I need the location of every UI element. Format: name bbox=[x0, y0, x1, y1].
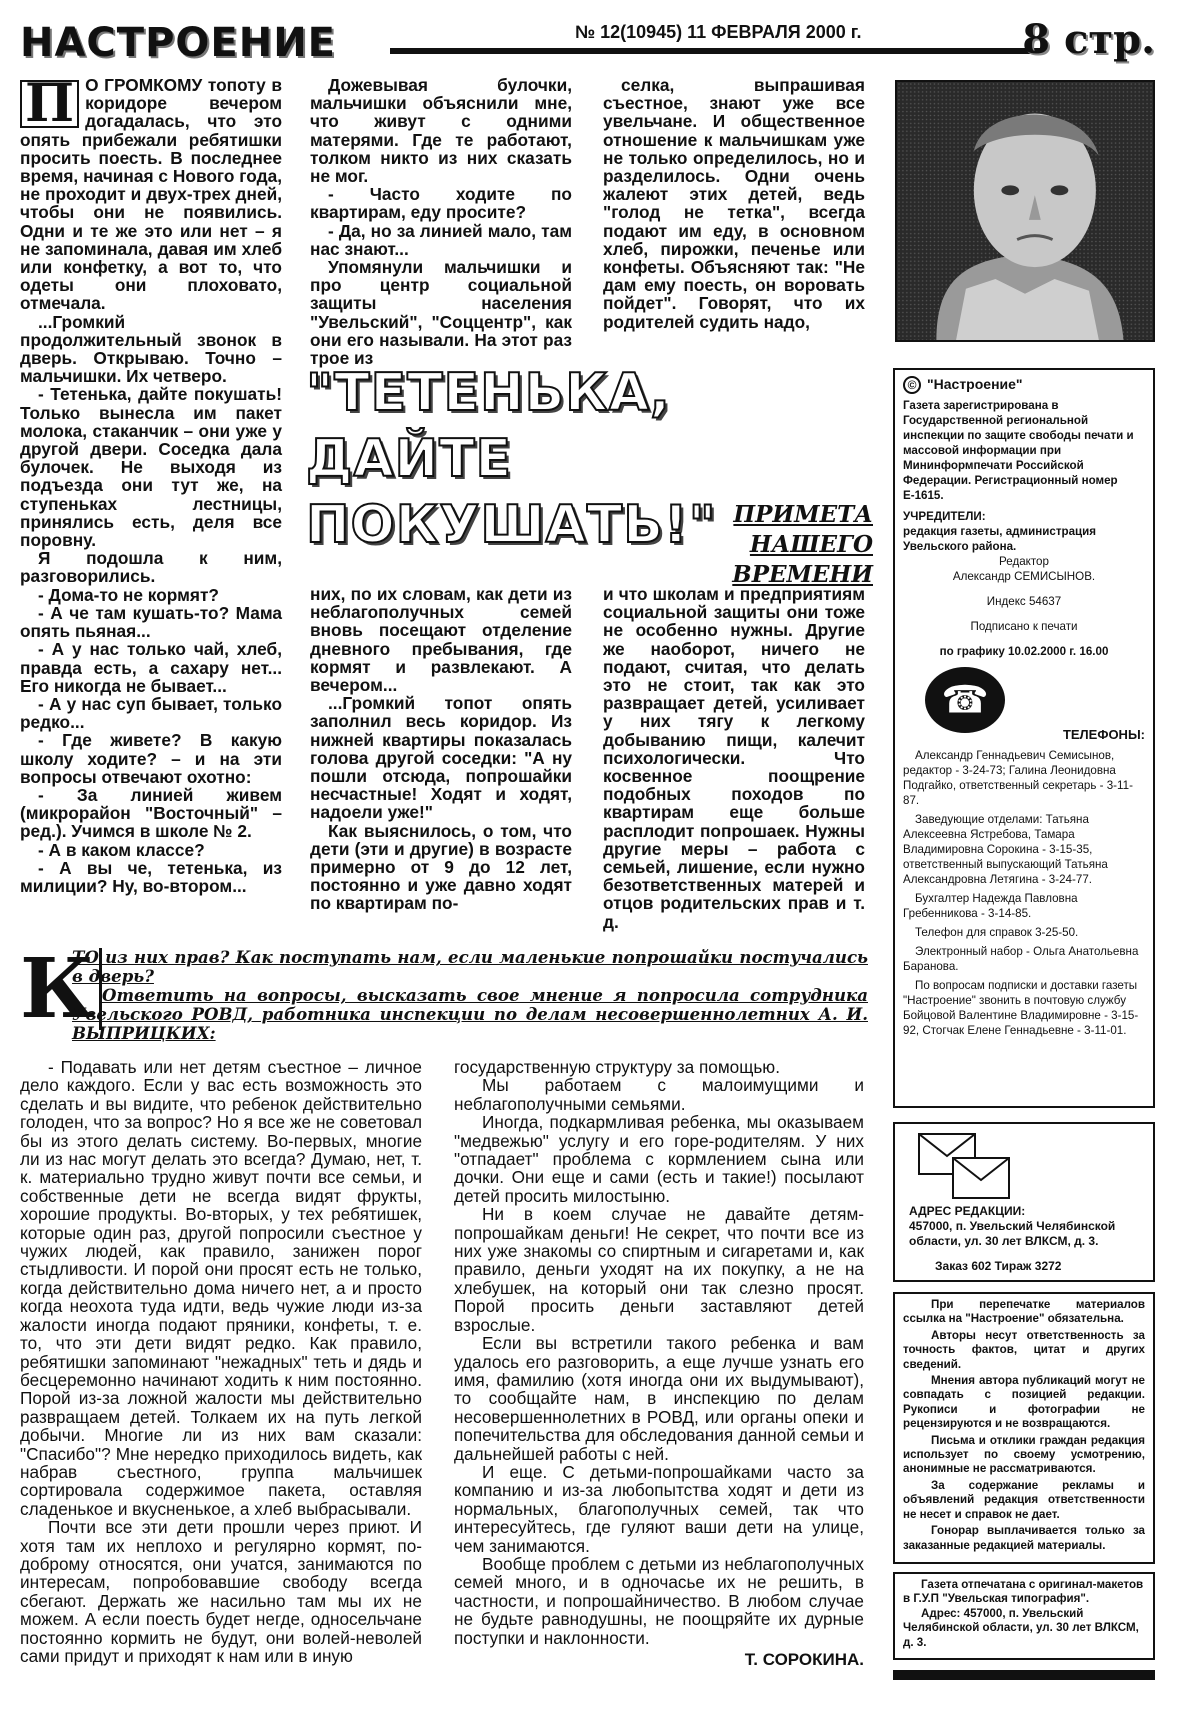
envelope-icon bbox=[903, 1132, 1145, 1204]
interview-column-1 bbox=[20, 1058, 422, 1665]
phones-list bbox=[903, 748, 1145, 1038]
printer-line: Адрес: 457000, п. Увельский Челябинской области, ул. 30 лет ВЛКСМ, д. 3. bbox=[903, 1606, 1139, 1649]
paragraph: государственную структуру за помощью. bbox=[454, 1057, 780, 1077]
headline-line-1: "ТЕТЕНЬКА, bbox=[306, 363, 671, 423]
paragraph: ...Громкий продолжительный звонок в дверь. Открываю. Точно – мальчишки. Их четверо. bbox=[20, 311, 282, 387]
paragraph: - Тетенька, дайте покушать! Только вынесла им пакет молока, стаканчик – они уже у другой двери. Соседка дала булочек. Не выходя из подъезда они тут же, на ступеньках лестницы, принялись есть, деля все поровну. bbox=[20, 384, 282, 551]
imprint-box bbox=[893, 368, 1155, 1108]
interview-intro bbox=[20, 941, 868, 1046]
header-rule bbox=[390, 48, 1040, 54]
paragraph: Я подошла к ним, разговорились. bbox=[20, 548, 282, 587]
paragraph: Мы работаем с малоимущими и неблагополучными семьями. bbox=[454, 1075, 864, 1114]
paragraph: Упомянули мальчишки и про центр социальной защиты населения "Увельский", "Соццентр", как они его называли. На этот раз трое из bbox=[310, 257, 572, 369]
paragraph: и что школам и предприятиям социальной защиты они тоже не особенно нужны. Другие же наоборот, ничего не подают, считая, что делать это не стоит, так как это развращает детей, усиливает у них тягу к легкому добыванию пищи, калечит психологически. Что косвенное поощрение подобных походов по квартирам еще больше расплодит попрошаек. Нужны другие меры – работа с семьей, лишение, если нужно безответственных матерей и отцов родительских прав и т. д. bbox=[603, 584, 865, 932]
paragraph: Почти все эти дети прошли через приют. И хотя там их неплохо и регулярно кормят, по-доброму относятся, они учатся, занимаются по интересам, попробовавшие свободу всегда сбегают. Держать же насильно там мы их не можем. А если поесть будет негде, односельчане постоянно кормить не будут, они волей-неволей сами придут и приходят к нам или в иную bbox=[20, 1517, 422, 1666]
author-signature: Т. СОРОКИНА. bbox=[744, 1650, 864, 1669]
interview-column-2 bbox=[454, 1058, 864, 1669]
subhead-line-1: ПРИМЕТА bbox=[733, 501, 873, 528]
paragraph: Вообще проблем с детьми из неблагополучных семей много, и в одночасье их не решить, в частности, и попрошайничество. В любом случае не будьте равнодушны, не поощряйте их дурные поступки и наклонности. bbox=[454, 1553, 864, 1648]
editorial-notice-box bbox=[893, 1292, 1155, 1564]
article-column-1 bbox=[20, 73, 282, 896]
issue-info: № 12(10945) 11 ФЕВРАЛЯ 2000 г. bbox=[575, 22, 862, 42]
printer-line: Газета отпечатана с оригинал-макетов в Г.У.П "Увельская типография". bbox=[903, 1578, 1144, 1606]
order-print-run: Заказ 602 Тираж 3272 bbox=[935, 1259, 1062, 1273]
article-column-3-continued bbox=[603, 585, 865, 931]
paragraph: Дожевывая булочки, мальчишки объяснили мне, что живут с одними матерями. Где те работают, толком никто из них сказать не мог. bbox=[310, 75, 572, 187]
subhead-line-2: НАШЕГО ВРЕМЕНИ bbox=[732, 531, 873, 588]
newspaper-name: "Настроение" bbox=[927, 376, 1023, 392]
paragraph: - Да, но за линией мало, там нас знают... bbox=[310, 220, 572, 259]
subscription-index: Индекс 54637 bbox=[986, 595, 1062, 608]
article-column-2 bbox=[310, 75, 572, 369]
paragraph: Иногда, подкармливая ребенка, мы оказываем "медвежью" услугу и его горе-родителям. У них "отпадает" проблема с кормлением сына или дочки. Они еще и сами (есть и такие!) посылают детей просить милостыню. bbox=[454, 1112, 864, 1206]
paragraph: - Где живете? В какую школу ходите? – и на эти вопросы отвечают охотно: bbox=[20, 730, 282, 787]
paragraph: Ни в коем случае не давайте детям-попрошайкам деньги! Не секрет, что почти все из них уже знакомы со спиртным и сигаретами и, как правило, деньги уходят на их покупку, а не на хлебушек, на который они так слезно просят. Порой просить деньги заставляют детей взрослые. bbox=[454, 1204, 864, 1335]
paragraph: - А у нас только чай, хлеб, правда есть, а сахару нет... Его никогда не бывает... bbox=[20, 639, 282, 696]
address-title: АДРЕС РЕДАКЦИИ: bbox=[909, 1204, 1026, 1218]
paragraph: Если вы встретили такого ребенка и вам удалось его разговорить, а еще лучше узнать его имя, фамилию (хотя иногда они их выдумывают), то сообщайте нам, в инспекцию по делам несовершеннолетних в РОВД, или органы опеки и попечительства для обследования данной семьи и дальнейшей работы с ней. bbox=[454, 1333, 864, 1464]
article-subhead bbox=[603, 500, 873, 590]
paragraph: - Часто ходите по квартирам, еду просите? bbox=[310, 184, 572, 223]
phones-label: ТЕЛЕФОНЫ: bbox=[1062, 727, 1145, 742]
signed-label: Подписано к печати bbox=[970, 620, 1078, 633]
interview-dropcap: К bbox=[20, 948, 102, 1030]
phone-entry: Заведующие отделами: Татьяна Алексеевна Ястребова, Тамара Владимировна Сорокина - 3-15-35, ответственный выпускающий Татьяна Александровна Летягина - 3-24-77. bbox=[903, 813, 1108, 886]
signed-schedule: по графику 10.02.2000 г. 16.00 bbox=[939, 645, 1109, 658]
article-column-3 bbox=[603, 76, 865, 338]
address-box bbox=[893, 1122, 1155, 1282]
editor-name: Александр СЕМИСЫНОВ. bbox=[952, 570, 1096, 583]
paragraph: - А у нас суп бывает, только редко... bbox=[20, 693, 282, 733]
phone-entry: Телефон для справок 3-25-50. bbox=[915, 926, 1079, 939]
paragraph: - А че там кушать-то? Мама опять пьяная... bbox=[20, 602, 282, 642]
notice-item: Авторы несут ответственность за точность фактов, цитат и других сведений. bbox=[903, 1328, 1145, 1371]
paragraph: - Подавать или нет детям съестное – личное дело каждого. Если у вас есть возможность это сделать и вы видите, что ребенок действительно голоден, что за вопрос? Но я все же не советовал бы из этого делать систему. Во-первых, многие ли из нас могут делать это всегда? Думаю, нет, т. к. материально трудно живут почти все семьи, и собственные дети не всегда видят фрукты, хорошие продукты. Во-вторых, у тех ребятишек, которые один раз, другой попросили съестное у чужих людей, как правило, занижен порог стыдливости. И порой они просят есть не только, когда действительно дома ничего нет, а и просто когда неохота туда идти, ведь чужие люди из-за жалости иногда подают пряники, конфеты, т. е. то, что эти дети видят редко. Как правило, ребятишки запоминают "нежадных" теть и дядь и бесцеремонно начинают ходить к ним постоянно. Порой из-за ложной жалости мы действительно развращаем детей. Толкаем их на путь легкой добычи. Многие ли из них вам сказали: "Спасибо"? Мне нередко приходилось видеть, как набрав съестного, группа мальчишек сортировала содержимое пакета, оставляя сладенькое и вкусненькое, а хлеб выбрасывали. bbox=[20, 1057, 422, 1519]
notice-item: Гонорар выплачивается только за заказанные редакцией материалы. bbox=[903, 1524, 1145, 1552]
notice-item: При перепечатке материалов ссылка на "Настроение" обязательна. bbox=[903, 1298, 1145, 1326]
imprint-title bbox=[903, 376, 1145, 394]
notice-item: Мнения автора публикаций могут не совпадать с позицией редакции. Рукописи и фотографии не рецензируются и не возвращаются. bbox=[903, 1374, 1145, 1431]
paragraph: - А в каком классе? bbox=[38, 839, 205, 860]
bottom-rule bbox=[893, 1670, 1155, 1680]
registration-text: Газета зарегистрирована в Государственной региональной инспекции по защите свободы печати и массовой информации при Мининформпечати Российской Федерации. Регистрационный номер Е-1615. bbox=[903, 399, 1134, 502]
page-number: 8 стр. bbox=[1022, 16, 1155, 63]
address-text: 457000, п. Увельский Челябинской области, ул. 30 лет ВЛКСМ, д. 3. bbox=[909, 1219, 1116, 1248]
telephone-icon: ☎ bbox=[925, 667, 1005, 733]
copyright-icon: © bbox=[903, 376, 921, 394]
founders-text: редакция газеты, администрация Увельского района. bbox=[903, 525, 1097, 553]
paragraph: - А вы че, тетенька, из милиции? Ну, во-втором... bbox=[20, 857, 282, 896]
masthead-title: НАСТРОЕНИЕ bbox=[20, 20, 336, 66]
interview-intro-text bbox=[72, 948, 868, 1043]
article-dropcap: П bbox=[20, 80, 79, 128]
phone-entry: Бухгалтер Надежда Павловна Гребенникова - 3-14-85. bbox=[903, 892, 1078, 920]
phone-entry: Электронный набор - Ольга Анатольевна Баранова. bbox=[903, 945, 1139, 973]
paragraph: - За линией живем (микрорайон "Восточный" – ред.). Учимся в школе № 2. bbox=[20, 784, 282, 842]
paragraph: О ГРОМКОМУ топоту в коридоре вечером догадалась, что это опять прибежали ребятишки просить поесть. В последнее время, начиная с Нового года, не проходит и двух-трех дней, чтобы они не появились. Одни и те же это или нет – я не запоминала, давая им хлеб или конфетку, а вот то, что одеты они плоховато, отмечала. bbox=[20, 75, 282, 314]
paragraph: них, по их словам, как дети из неблагополучных семей вновь посещают отделение дневного пребывания, где кормят и развлекают. А вечером... bbox=[310, 584, 572, 696]
boy-portrait-illustration bbox=[897, 82, 1153, 340]
founders-label: УЧРЕДИТЕЛИ: bbox=[903, 510, 986, 523]
intro-request: Ответить на вопросы, высказать свое мнение я попросила сотрудника Увельского РОВД, работника инспекции по делам несовершеннолетних А. И. ВЫПРИЦКИХ: bbox=[72, 985, 868, 1043]
notice-item: Письма и отклики граждан редакция использует по своему усмотрению, анонимные не рассматриваются. bbox=[903, 1433, 1145, 1476]
boy-photo bbox=[895, 80, 1155, 342]
headline-line-2: ДАЙТЕ ПОКУШАТЬ!" bbox=[306, 429, 717, 555]
paragraph: И еще. С детьми-попрошайками часто за компанию и из-за любопытства ходят и дети из нормальных, благополучных семей, так что интересуйтесь, где гуляют ваши дети на улице, чем занимаются. bbox=[454, 1461, 864, 1556]
editor-label: Редактор bbox=[999, 555, 1049, 568]
printer-box bbox=[893, 1572, 1155, 1660]
notice-item: За содержание рекламы и объявлений редакция ответственности не несет и справок не дает. bbox=[903, 1478, 1145, 1521]
paragraph: - Дома-то не кормят? bbox=[38, 584, 219, 605]
paragraph: ...Громкий топот опять заполнил весь коридор. Из нижней квартиры показалась голова другой соседки: "А ну пошли отсюда, попрошайки несчастные! Ходят и ходят, надоели уже!" bbox=[310, 693, 572, 823]
intro-question: ТО из них прав? Как поступать нам, если маленькие попрошайки постучались в дверь? bbox=[72, 947, 868, 986]
phone-entry: По вопросам подписки и доставки газеты "Настроение" звонить в почтовую службу Бойцовой Валентине Владимировне - 3-15-92, Стогчак Елене Геннадьевне - 3-11-01. bbox=[903, 979, 1139, 1037]
article-column-2-continued bbox=[310, 585, 572, 913]
paragraph: Как выяснилось, о том, что дети (эти и другие) в возрасте примерно от 9 до 12 лет, постоянно и уже давно ходят по квартирам по- bbox=[310, 820, 572, 914]
phone-entry: Александр Геннадьевич Семисынов, редактор - 3-24-73; Галина Леонидовна Подгайко, ответственный секретарь - 3-11-87. bbox=[903, 749, 1133, 807]
paragraph: селка, выпрашивая съестное, знают уже все увельчане. И общественное отношение к мальчишкам уже не только определилось, но и разделилось. Одни очень жалеют этих детей, ведь "голод не тетка", всегда подают им еду, в основном хлеб, пирожки, печенье или конфеты. Объясняют так: "Не дам ему поесть, он воровать пойдет". Говорят, что их родителей судить надо, bbox=[603, 75, 865, 332]
